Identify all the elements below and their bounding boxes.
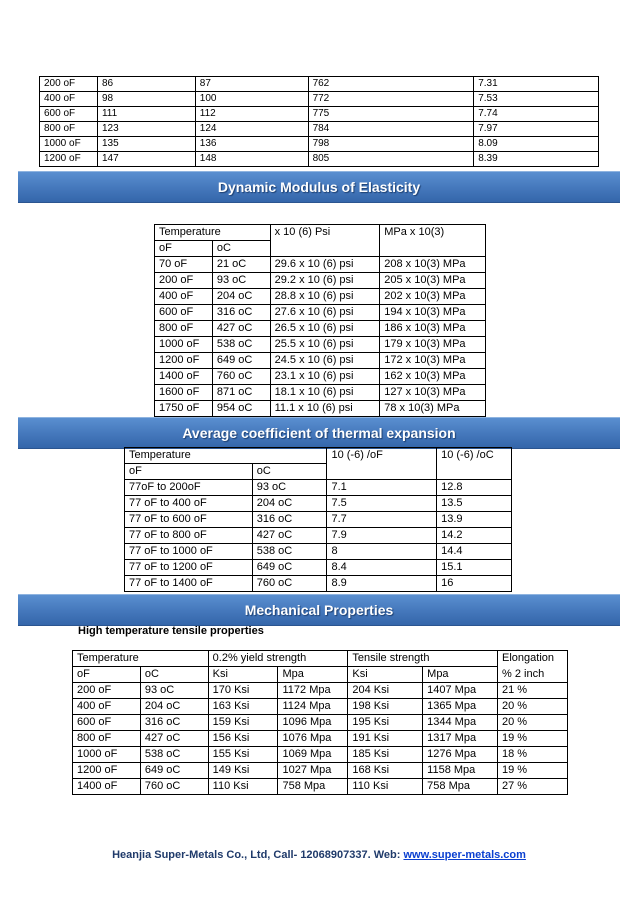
table-cell: 78 x 10(3) MPa	[380, 401, 486, 417]
table-cell: 1172 Mpa	[278, 683, 348, 699]
table-cell: 762	[308, 77, 474, 92]
table-cell: 147	[97, 152, 195, 167]
footer-website-link[interactable]: www.super-metals.com	[403, 849, 526, 861]
table-cell: 204 oC	[252, 496, 327, 512]
table-cell: 200 oF	[155, 273, 213, 289]
table-cell: 123	[97, 122, 195, 137]
table-cell: 18 %	[498, 747, 568, 763]
table-cell: 1000 oF	[40, 137, 98, 152]
table-cell: 316 oC	[252, 512, 327, 528]
page-footer	[0, 849, 638, 861]
table-cell: 1276 Mpa	[423, 747, 498, 763]
table-cell: 13.5	[437, 496, 512, 512]
table-cell: 1124 Mpa	[278, 699, 348, 715]
table-cell: 127 x 10(3) MPa	[380, 385, 486, 401]
table-row	[155, 385, 486, 401]
table-cell: 185 Ksi	[348, 747, 423, 763]
header-elongation-unit: % 2 inch	[498, 667, 568, 683]
header-temperature: Temperature	[73, 651, 209, 667]
header-mpa: MPa x 10(3)	[380, 225, 486, 257]
table-cell: 77oF to 200oF	[125, 480, 253, 496]
table-cell: 600 oF	[40, 107, 98, 122]
table-cell: 19 %	[498, 731, 568, 747]
table-cell: 27.6 x 10 (6) psi	[270, 305, 380, 321]
table-row	[125, 512, 512, 528]
subtitle-tensile-properties: High temperature tensile properties	[78, 625, 264, 637]
table-cell: 93 oC	[140, 683, 208, 699]
table-row	[125, 496, 512, 512]
table-cell: 77 oF to 600 oF	[125, 512, 253, 528]
table-row	[155, 353, 486, 369]
table-row	[73, 779, 568, 795]
table-cell: 205 x 10(3) MPa	[380, 273, 486, 289]
header-elongation: Elongation	[498, 651, 568, 667]
table-cell: 202 x 10(3) MPa	[380, 289, 486, 305]
table-cell: 7.31	[474, 77, 599, 92]
table-cell: 7.74	[474, 107, 599, 122]
table-cell: 204 Ksi	[348, 683, 423, 699]
table-cell: 198 Ksi	[348, 699, 423, 715]
table-row	[73, 683, 568, 699]
section-header-dynamic-modulus: Dynamic Modulus of Elasticity	[18, 171, 620, 203]
table-cell: 16	[437, 576, 512, 592]
table-cell: 168 Ksi	[348, 763, 423, 779]
table-cell: 7.53	[474, 92, 599, 107]
table-cell: 400 oF	[40, 92, 98, 107]
table-cell: 21 oC	[212, 257, 270, 273]
table-cell: 7.5	[327, 496, 437, 512]
table-cell: 124	[195, 122, 308, 137]
table-row	[73, 715, 568, 731]
table-cell: 538 oC	[212, 337, 270, 353]
table-cell: 204 oC	[140, 699, 208, 715]
table-cell: 155 Ksi	[208, 747, 278, 763]
table-cell: 1407 Mpa	[423, 683, 498, 699]
dynamic-modulus-body	[155, 257, 486, 417]
table-cell: 800 oF	[40, 122, 98, 137]
table-row	[73, 763, 568, 779]
table-cell: 1200 oF	[73, 763, 141, 779]
table-cell: 538 oC	[140, 747, 208, 763]
header-psi: x 10 (6) Psi	[270, 225, 380, 257]
table-cell: 8	[327, 544, 437, 560]
table-cell: 98	[97, 92, 195, 107]
table-cell: 760 oC	[140, 779, 208, 795]
table-cell: 29.2 x 10 (6) psi	[270, 273, 380, 289]
table-cell: 1365 Mpa	[423, 699, 498, 715]
table-cell: 149 Ksi	[208, 763, 278, 779]
table-cell: 427 oC	[252, 528, 327, 544]
table-cell: 191 Ksi	[348, 731, 423, 747]
table-cell: 1317 Mpa	[423, 731, 498, 747]
table-row	[40, 122, 599, 137]
header-temperature: Temperature	[125, 448, 327, 464]
table-cell: 87	[195, 77, 308, 92]
table-row	[40, 92, 599, 107]
header-oc: oC	[140, 667, 208, 683]
table-row	[155, 257, 486, 273]
table-cell: 775	[308, 107, 474, 122]
table-cell: 14.2	[437, 528, 512, 544]
header-oc: oC	[212, 241, 270, 257]
table-cell: 1200 oF	[155, 353, 213, 369]
table-row	[125, 576, 512, 592]
table-row	[40, 107, 599, 122]
header-per-of: 10 (-6) /oF	[327, 448, 437, 480]
table-cell: 194 x 10(3) MPa	[380, 305, 486, 321]
table-cell: 805	[308, 152, 474, 167]
table-cell: 1000 oF	[155, 337, 213, 353]
table-cell: 1400 oF	[155, 369, 213, 385]
table-cell: 20 %	[498, 699, 568, 715]
table-cell: 8.39	[474, 152, 599, 167]
table-cell: 7.7	[327, 512, 437, 528]
table-cell: 1027 Mpa	[278, 763, 348, 779]
table-cell: 954 oC	[212, 401, 270, 417]
table-row	[40, 152, 599, 167]
table-cell: 800 oF	[73, 731, 141, 747]
dynamic-modulus-table	[154, 224, 486, 417]
table-cell: 86	[97, 77, 195, 92]
table-cell: 12.8	[437, 480, 512, 496]
table-cell: 1200 oF	[40, 152, 98, 167]
properties-table-top	[39, 76, 599, 167]
table-cell: 11.1 x 10 (6) psi	[270, 401, 380, 417]
properties-table-top-body	[40, 77, 599, 167]
table-cell: 28.8 x 10 (6) psi	[270, 289, 380, 305]
table-cell: 427 oC	[212, 321, 270, 337]
table-cell: 77 oF to 400 oF	[125, 496, 253, 512]
table-cell: 111	[97, 107, 195, 122]
table-row	[155, 289, 486, 305]
table-cell: 19 %	[498, 763, 568, 779]
table-cell: 135	[97, 137, 195, 152]
table-cell: 1076 Mpa	[278, 731, 348, 747]
table-cell: 27 %	[498, 779, 568, 795]
table-cell: 110 Ksi	[208, 779, 278, 795]
table-row	[125, 544, 512, 560]
table-cell: 93 oC	[212, 273, 270, 289]
table-cell: 316 oC	[212, 305, 270, 321]
header-yield: 0.2% yield strength	[208, 651, 348, 667]
table-cell: 162 x 10(3) MPa	[380, 369, 486, 385]
table-cell: 77 oF to 1000 oF	[125, 544, 253, 560]
table-cell: 400 oF	[155, 289, 213, 305]
table-cell: 871 oC	[212, 385, 270, 401]
header-of: oF	[155, 241, 213, 257]
table-cell: 110 Ksi	[348, 779, 423, 795]
table-cell: 8.4	[327, 560, 437, 576]
table-cell: 7.97	[474, 122, 599, 137]
header-oc: oC	[252, 464, 327, 480]
table-cell: 23.1 x 10 (6) psi	[270, 369, 380, 385]
table-row	[155, 401, 486, 417]
header-of: oF	[73, 667, 141, 683]
table-cell: 93 oC	[252, 480, 327, 496]
table-row	[125, 480, 512, 496]
table-cell: 29.6 x 10 (6) psi	[270, 257, 380, 273]
table-cell: 8.9	[327, 576, 437, 592]
table-cell: 784	[308, 122, 474, 137]
table-cell: 649 oC	[212, 353, 270, 369]
header-temperature: Temperature	[155, 225, 271, 241]
table-cell: 77 oF to 1400 oF	[125, 576, 253, 592]
table-cell: 136	[195, 137, 308, 152]
table-cell: 427 oC	[140, 731, 208, 747]
table-cell: 148	[195, 152, 308, 167]
table-cell: 758 Mpa	[278, 779, 348, 795]
table-cell: 7.1	[327, 480, 437, 496]
table-row	[155, 305, 486, 321]
table-cell: 600 oF	[155, 305, 213, 321]
header-tensile: Tensile strength	[348, 651, 498, 667]
table-cell: 1000 oF	[73, 747, 141, 763]
tensile-properties-body	[73, 683, 568, 795]
table-cell: 159 Ksi	[208, 715, 278, 731]
table-cell: 26.5 x 10 (6) psi	[270, 321, 380, 337]
header-ksi-tensile: Ksi	[348, 667, 423, 683]
section-header-mechanical-properties: Mechanical Properties	[18, 594, 620, 626]
table-cell: 77 oF to 1200 oF	[125, 560, 253, 576]
table-row	[73, 731, 568, 747]
table-cell: 14.4	[437, 544, 512, 560]
table-cell: 156 Ksi	[208, 731, 278, 747]
table-cell: 208 x 10(3) MPa	[380, 257, 486, 273]
table-cell: 77 oF to 800 oF	[125, 528, 253, 544]
table-cell: 760 oC	[212, 369, 270, 385]
table-cell: 760 oC	[252, 576, 327, 592]
table-cell: 800 oF	[155, 321, 213, 337]
table-cell: 1096 Mpa	[278, 715, 348, 731]
table-cell: 204 oC	[212, 289, 270, 305]
table-cell: 1344 Mpa	[423, 715, 498, 731]
table-cell: 20 %	[498, 715, 568, 731]
table-cell: 24.5 x 10 (6) psi	[270, 353, 380, 369]
table-row	[125, 528, 512, 544]
table-cell: 195 Ksi	[348, 715, 423, 731]
header-per-oc: 10 (-6) /oC	[437, 448, 512, 480]
table-cell: 316 oC	[140, 715, 208, 731]
table-row	[155, 337, 486, 353]
thermal-expansion-body	[125, 480, 512, 592]
table-row	[40, 77, 599, 92]
table-cell: 112	[195, 107, 308, 122]
table-cell: 772	[308, 92, 474, 107]
table-row	[155, 273, 486, 289]
table-cell: 649 oC	[252, 560, 327, 576]
table-cell: 758 Mpa	[423, 779, 498, 795]
table-cell: 400 oF	[73, 699, 141, 715]
table-row	[155, 369, 486, 385]
table-cell: 1750 oF	[155, 401, 213, 417]
table-row	[40, 137, 599, 152]
table-cell: 13.9	[437, 512, 512, 528]
tensile-properties-table	[72, 650, 568, 795]
table-cell: 18.1 x 10 (6) psi	[270, 385, 380, 401]
table-cell: 1400 oF	[73, 779, 141, 795]
table-row	[125, 560, 512, 576]
table-cell: 538 oC	[252, 544, 327, 560]
table-cell: 15.1	[437, 560, 512, 576]
table-cell: 798	[308, 137, 474, 152]
table-cell: 200 oF	[73, 683, 141, 699]
table-cell: 1158 Mpa	[423, 763, 498, 779]
table-cell: 170 Ksi	[208, 683, 278, 699]
table-cell: 172 x 10(3) MPa	[380, 353, 486, 369]
table-row	[155, 321, 486, 337]
table-cell: 100	[195, 92, 308, 107]
header-ksi-yield: Ksi	[208, 667, 278, 683]
table-cell: 163 Ksi	[208, 699, 278, 715]
table-cell: 649 oC	[140, 763, 208, 779]
footer-company-text: Heanjia Super-Metals Co., Ltd, Call- 12068907337. Web:	[112, 849, 404, 861]
table-cell: 200 oF	[40, 77, 98, 92]
table-cell: 600 oF	[73, 715, 141, 731]
table-cell: 70 oF	[155, 257, 213, 273]
header-mpa-tensile: Mpa	[423, 667, 498, 683]
table-cell: 21 %	[498, 683, 568, 699]
thermal-expansion-table	[124, 447, 512, 592]
table-cell: 7.9	[327, 528, 437, 544]
table-row	[73, 699, 568, 715]
table-cell: 1600 oF	[155, 385, 213, 401]
header-of: oF	[125, 464, 253, 480]
table-cell: 179 x 10(3) MPa	[380, 337, 486, 353]
section-header-thermal-expansion: Average coefficient of thermal expansion	[18, 417, 620, 449]
table-cell: 1069 Mpa	[278, 747, 348, 763]
table-row	[73, 747, 568, 763]
table-cell: 186 x 10(3) MPa	[380, 321, 486, 337]
table-cell: 25.5 x 10 (6) psi	[270, 337, 380, 353]
table-cell: 8.09	[474, 137, 599, 152]
header-mpa-yield: Mpa	[278, 667, 348, 683]
